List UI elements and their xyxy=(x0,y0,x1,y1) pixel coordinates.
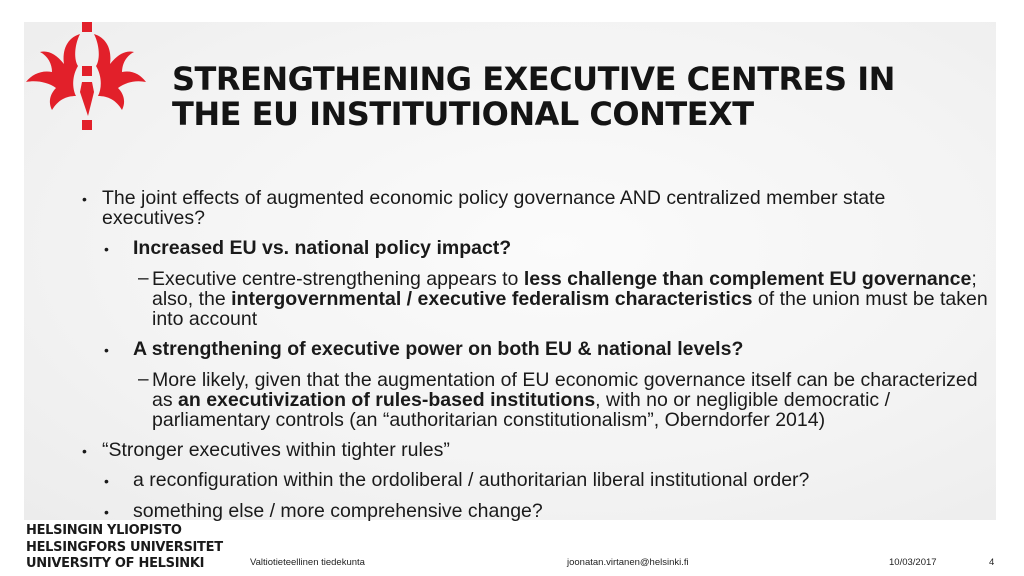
title-line-1: STRENGTHENING EXECUTIVE CENTRES IN xyxy=(172,60,895,98)
dash-more-likely: – More likely, given that the augmentation of EU economic governance itself can be characterized as an executivization of rules-based institutions, with no or negligible democratic / parliamentary controls (an “authoritarian constitutionalism”, Oberndorfer 2014) xyxy=(138,369,978,431)
bullet-icon: • xyxy=(104,473,109,489)
bullet-icon: • xyxy=(104,504,109,520)
slide-title xyxy=(172,62,972,132)
bullet-stronger-executives: • “Stronger executives within tighter rules” xyxy=(82,439,450,461)
footer-page-number: 4 xyxy=(989,557,995,568)
university-flame-logo xyxy=(22,20,152,135)
bullet-joint-effects: • The joint effects of augmented economic policy governance AND centralized member state executives? xyxy=(82,187,886,229)
bullet-reconfiguration: • a reconfiguration within the ordoliberal / authoritarian liberal institutional order? xyxy=(104,469,810,491)
bullet-icon: • xyxy=(82,443,87,459)
bullet-increased-impact: • Increased EU vs. national policy impact? xyxy=(104,237,512,259)
slide-content xyxy=(80,188,990,532)
footer-email: joonatan.virtanen@helsinki.fi xyxy=(567,557,689,568)
dash-icon: – xyxy=(138,369,149,390)
bullet-icon: • xyxy=(104,342,109,358)
footer-date: 10/03/2017 xyxy=(889,557,937,568)
bullet-strengthening: • A strengthening of executive power on both EU & national levels? xyxy=(104,338,744,360)
bullet-icon: • xyxy=(82,191,87,207)
dash-icon: – xyxy=(138,268,149,289)
dash-executive-centre: – Executive centre-strengthening appears to less challenge than complement EU governance; also, the intergovernmental / executive federalism characteristics of the union must be taken into account xyxy=(138,268,988,330)
title-line-2: THE EU INSTITUTIONAL CONTEXT xyxy=(172,95,754,133)
university-wordmark: HELSINGIN YLIOPISTO HELSINGFORS UNIVERSITET UNIVERSITY OF HELSINKI xyxy=(26,523,223,571)
footer-faculty: Valtiotieteellinen tiedekunta xyxy=(250,557,365,568)
bullet-icon: • xyxy=(104,241,109,257)
bullet-something-else: • something else / more comprehensive change? xyxy=(104,500,543,522)
